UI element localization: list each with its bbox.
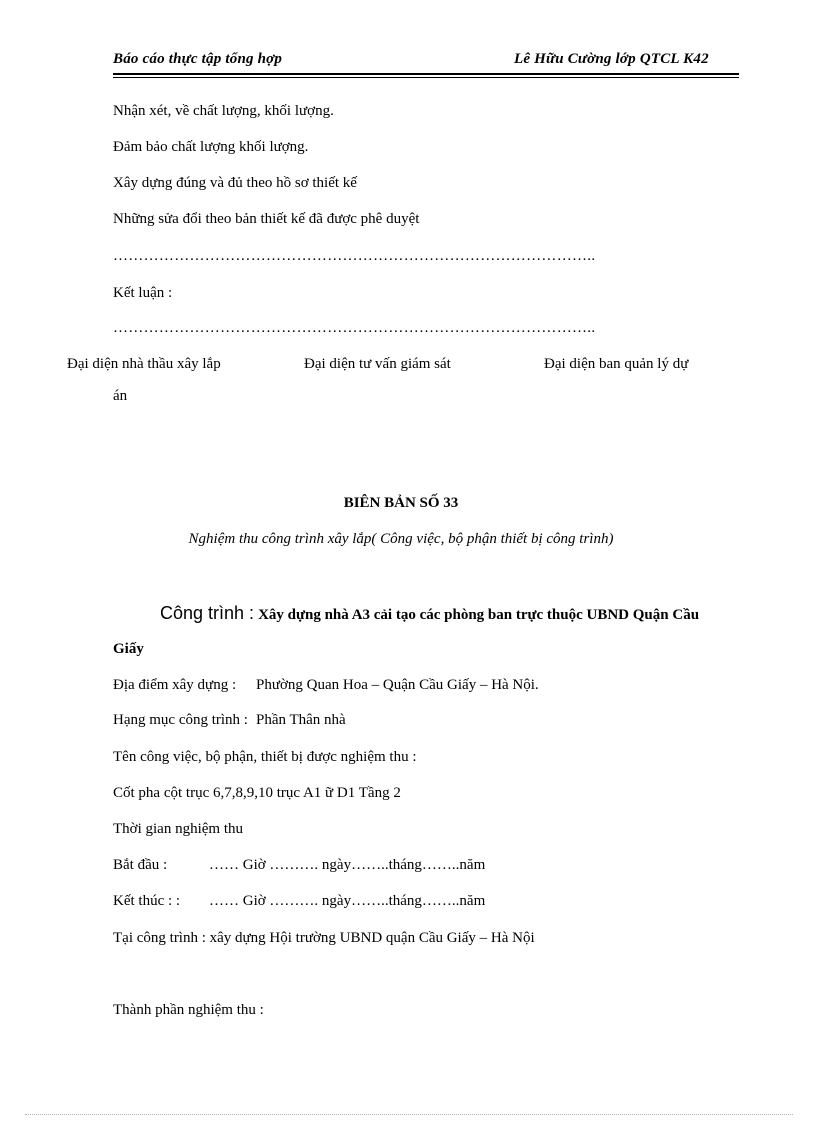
- project-label: Công trình :: [160, 603, 255, 623]
- signature-management-cont: án: [113, 388, 128, 404]
- signature-management: Đại diện ban quản lý dự: [544, 356, 689, 372]
- record-title: BIÊN BẢN SỐ 33: [343, 495, 459, 511]
- note-line-3: Xây dựng đúng và đủ theo hồ sơ thiết kế: [113, 175, 357, 191]
- end-value: …… Giờ ………. ngày……..tháng……..năm: [209, 893, 486, 909]
- time-label: Thời gian nghiệm thu: [113, 821, 243, 837]
- item-label: Hạng mục công trình :: [113, 712, 248, 728]
- location-label: Địa điểm xây dựng :: [113, 677, 237, 693]
- record-subtitle: Nghiệm thu công trình xây lắp( Công việc, bộ phận thiết bị công trình): [188, 531, 614, 547]
- conclusion-label: Kết luận :: [113, 285, 173, 301]
- start-label: Bắt đầu :: [113, 857, 168, 873]
- dotted-line-1: …………………………………………………………………………………..: [113, 248, 596, 264]
- page-bottom-border: [25, 1114, 793, 1115]
- note-line-2: Đảm bảo chất lượng khối lượng.: [113, 139, 309, 155]
- start-value: …… Giờ ………. ngày……..tháng……..năm: [209, 857, 486, 873]
- members-label: Thành phần nghiệm thu :: [113, 1002, 264, 1018]
- location-value: Phường Quan Hoa – Quận Cầu Giấy – Hà Nội.: [256, 677, 539, 693]
- place-line: Tại công trình : xây dựng Hội trường UBND quận Cầu Giấy – Hà Nội: [113, 930, 535, 946]
- signature-contractor: Đại diện nhà thầu xây lắp: [67, 356, 221, 372]
- header-right: Lê Hữu Cường lớp QTCL K42: [514, 51, 709, 67]
- note-line-4: Những sửa đổi theo bản thiết kế đã được phê duyệt: [113, 211, 420, 227]
- end-label: Kết thúc : :: [113, 893, 181, 909]
- header-rule-thick: [113, 73, 739, 75]
- dotted-line-2: …………………………………………………………………………………..: [113, 320, 596, 336]
- item-value: Phần Thân nhà: [256, 712, 346, 728]
- project-line: [160, 603, 699, 624]
- work-label: Tên công việc, bộ phận, thiết bị được nghiệm thu :: [113, 749, 417, 765]
- signature-supervisor: Đại diện tư vấn giám sát: [304, 356, 451, 372]
- work-value: Cốt pha cột trục 6,7,8,9,10 trục A1 ữ D1 Tầng 2: [113, 785, 401, 801]
- project-value: Xây dựng nhà A3 cải tạo các phòng ban trực thuộc UBND Quận Cầu: [258, 607, 700, 623]
- project-value-cont: Giấy: [113, 641, 144, 657]
- header-left: Báo cáo thực tập tổng hợp: [113, 51, 283, 67]
- header-rule-thin: [113, 77, 739, 78]
- note-line-1: Nhận xét, về chất lượng, khối lượng.: [113, 103, 334, 119]
